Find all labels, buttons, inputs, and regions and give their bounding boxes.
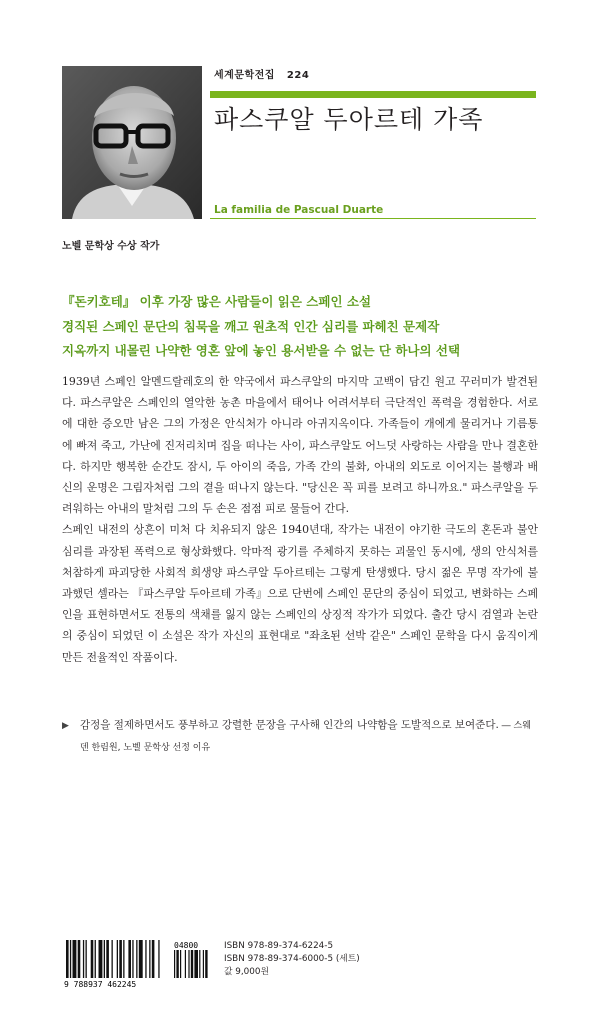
barcode-bar [123,940,124,978]
barcode-bar [95,940,96,978]
isbn-block [224,940,360,979]
barcode-bar [139,940,143,978]
barcode-bar [128,940,131,978]
synopsis-paragraph: 스페인 내전의 상흔이 미처 다 치유되지 않은 1940년대, 작가는 내전이 야기한 극도의 혼돈과 불안 심리를 과장된 폭력으로 형상화했다. 악마적 광기를 주체하지 못하는 괴물인 동시에, 생의 안식처를 처참하게 파괴당한 사회적 희생양 파스쿠알 두아르테는 그렇게 탄생했다. 당시 젊은 무명 작가에 불과했던 셀라는 『파스쿠알 두아르테 가족』으로 단번에 스페인 문단의 중심이 되었고, 변화하는 스페인을 표현하면서도 전통의 색채를 잃지 않는 스페인의 상징적 작가가 되었다. 출간 당시 검열과 논란의 중심이 되었던 이 소설은 작가 자신의 표현대로 "좌초된 선박 같은" 스페인 문학을 다시 움직이게 만든 전율적인 작품이다. [62,523,538,664]
barcode-addon-bar [174,950,175,978]
barcode-bar [86,940,87,978]
price: 값 9,000원 [224,967,269,977]
barcode-icon [62,940,216,988]
triangle-bullet-icon: ▶ [62,721,69,731]
barcode-bar [119,940,122,978]
barcode-bar [78,940,81,978]
barcode-bar [149,940,150,978]
barcode-bar [136,940,137,978]
barcode-addon-bar [194,950,198,978]
barcode-bar [112,940,113,978]
barcode-bar [104,940,105,978]
author-photo [62,66,202,219]
barcode-bar [158,940,159,978]
barcode-bar [132,940,133,978]
barcode-bar [99,940,103,978]
citation-source: ― 스웨덴 한림원, 노벨 문학상 선정 이유 [80,721,531,753]
barcode-addon-bar [185,950,186,978]
barcode-addon-bar [188,950,189,978]
barcode-bar [91,940,94,978]
barcode-bar [145,940,146,978]
series-name: 세계문학전집 [214,70,275,81]
barcode-bar [83,940,84,978]
barcode-bar [66,940,69,978]
isbn-line: ISBN 978-89-374-6224-5 [224,941,334,951]
book-synopsis [62,371,538,668]
barcode-addon-bar [203,950,204,978]
author-portrait-icon [62,66,202,219]
barcode-digits: 9 788937 462245 [64,980,137,988]
barcode-addon-bar [205,950,207,978]
nobel-citation [62,715,538,759]
isbn-set-line: ISBN 978-89-374-6000-5 (세트) [224,954,360,964]
barcode-bar [73,940,77,978]
barcode-bar [117,940,118,978]
barcode [62,940,216,988]
original-title-rule [210,218,536,219]
barcode-addon-bar [191,950,193,978]
title-divider-bar [210,91,536,98]
barcode-addon-bar [180,950,181,978]
original-title: La familia de Pascual Duarte [214,204,384,216]
taglines [62,290,460,364]
barcode-addon-digits: 04800 [174,941,199,950]
tagline: 『돈키호테』 이후 가장 많은 사람들이 읽은 스페인 소설 [62,294,372,309]
synopsis-paragraph: 1939년 스페인 알멘드랄레호의 한 약국에서 파스쿠알의 마지막 고백이 담긴 원고 꾸러미가 발견된다. 파스쿠알은 스페인의 열악한 농촌 마을에서 태어나 어려서부터 극단적인 폭력을 경험한다. 서로에 대한 증오만 남은 그의 가정은 안식처가 아니라 아귀지옥이다. 가족들이 개에게 물리거나 기름통에 빠져 죽고, 가난에 진저리치며 집을 떠나는 사이, 파스쿠알도 어느덧 사랑하는 사람을 만나 결혼한다. 하지만 행복한 순간도 잠시, 두 아이의 죽음, 가족 간의 불화, 아내의 외도로 이어지는 불행과 배신의 운명은 그림자처럼 그의 곁을 떠나지 않는다. "당신은 꼭 피를 보려고 하니까요." 파스쿠알을 두려워하는 아내의 말처럼 그의 두 손은 점점 피로 물들어 간다. [62,375,538,516]
barcode-bar [152,940,155,978]
barcode-bar [106,940,109,978]
series-label [214,66,309,81]
author-note: 노벨 문학상 수상 작가 [62,241,160,252]
tagline: 경직된 스페인 문단의 침묵을 깨고 원초적 인간 심리를 파헤친 문제작 [62,318,440,334]
barcode-addon-bar [199,950,200,978]
citation-text: 감정을 절제하면서도 풍부하고 강렬한 문장을 구사해 인간의 나약함을 도발적으로 보여준다. [80,719,499,731]
tagline: 지옥까지 내몰린 나약한 영혼 앞에 놓인 용서받을 수 없는 단 하나의 선택 [62,343,461,358]
barcode-addon-bar [176,950,178,978]
series-number: 224 [286,70,310,81]
barcode-bar [70,940,71,978]
book-title: 파스쿠알 두아르테 가족 [214,105,484,134]
